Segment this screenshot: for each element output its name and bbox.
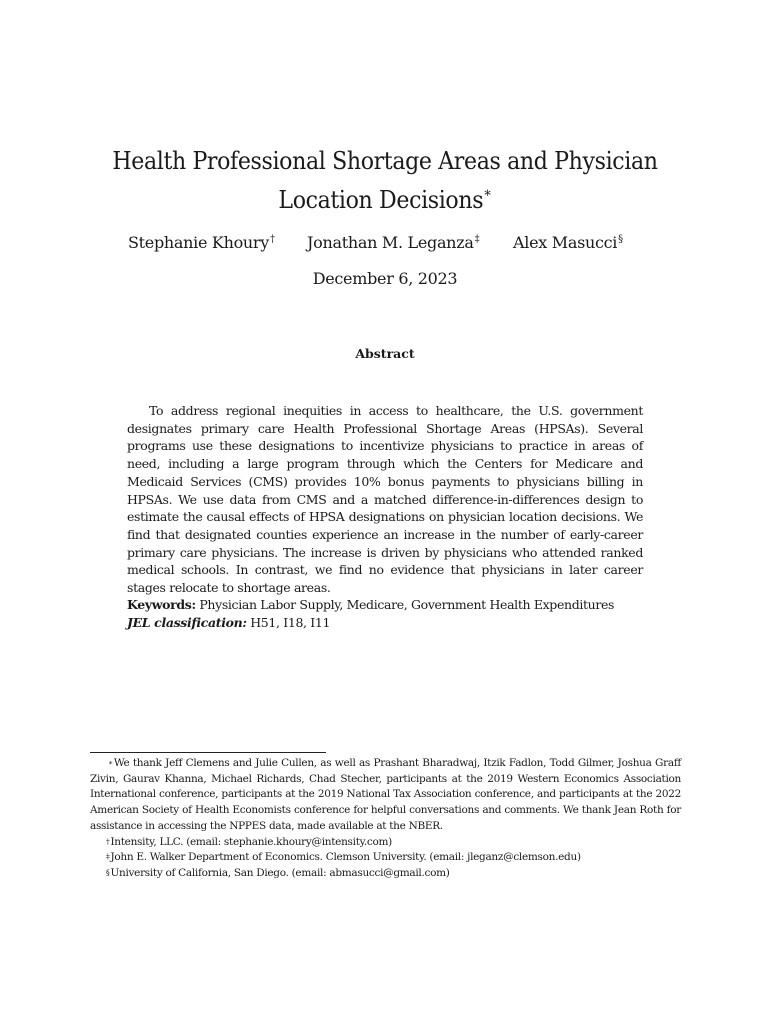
author-leganza (307, 231, 479, 255)
footnotes (90, 756, 681, 882)
author-masucci (513, 231, 623, 255)
footnote-rule (90, 752, 326, 753)
footnote-text: We thank Jeff Clemens and Julie Cullen, as well as Prashant Bharadwaj, Itzik Fadlon, Todd Gilmer, Joshua Graff Zivin, Gaurav Khanna, Michael Richards, Chad Stecher, participants at the 2019 Western Economics Association International conference, participants at the 2019 National Tax Association conference, and participants at the 2022 American Society of Health Economists conference for helpful conversations and comments. We thank Jean Roth for assistance in accessing the NPPES data, made available at the NBER. (90, 757, 681, 832)
jel-line (127, 614, 647, 632)
keywords-value: Physician Labor Supply, Medicare, Government Health Expenditures (199, 597, 615, 612)
title-line-2: Location Decisions (278, 186, 484, 214)
author-name: Alex Masucci (513, 233, 618, 252)
paper-date: December 6, 2023 (312, 269, 458, 288)
author-marker: § (618, 234, 623, 245)
footnote-masucci (90, 866, 681, 882)
footnote-text: John E. Walker Department of Economics. Clemson University. (email: jleganz@clemson.edu) (110, 851, 581, 864)
footnote-marker: ‡ (106, 852, 110, 862)
author-khoury (128, 231, 275, 255)
footnote-marker: † (106, 836, 110, 846)
jel-label: JEL classification: (127, 614, 247, 630)
footnote-marker: ∗ (108, 758, 113, 767)
footnote-marker: § (106, 867, 110, 877)
footnote-khoury (90, 835, 681, 851)
author-marker: ‡ (474, 234, 480, 245)
author-marker: † (270, 234, 275, 245)
abstract-heading: Abstract (355, 346, 415, 361)
keywords-label: Keywords: (127, 597, 196, 612)
jel-value: H51, I18, I11 (250, 614, 331, 630)
footnote-text: University of California, San Diego. (email: abmasucci@gmail.com) (110, 866, 450, 879)
footnote-text: Intensity, LLC. (email: stephanie.khoury@intensity.com) (110, 835, 392, 848)
paper-title (86, 144, 684, 217)
keywords-line (127, 596, 647, 614)
author-name: Jonathan M. Leganza (307, 233, 474, 252)
author-name: Stephanie Khoury (128, 233, 270, 252)
author-list (0, 231, 770, 255)
title-footnote-marker: ∗ (483, 185, 492, 201)
keywords-block (127, 596, 647, 631)
footnote-acknowledgments (90, 756, 681, 835)
footnote-leganza (90, 850, 681, 866)
title-line-1: Health Professional Shortage Areas and Physician (112, 147, 658, 175)
abstract-body: To address regional inequities in access to healthcare, the U.S. government designates primary care Health Professional Shortage Areas (HPSAs). Several programs use these designations to incentivize physicians to practice in areas of need, including a large program through which the Centers for Medicare and Medicaid Services (CMS) provides 10% bonus payments to physicians billing in HPSAs. We use data from CMS and a matched difference-in-differences design to estimate the causal effects of HPSA designations on physician location decisions. We find that designated counties experience an increase in the number of early-career primary care physicians. The increase is driven by physicians who attended ranked medical schools. In contrast, we find no evidence that physicians in later career stages relocate to shortage areas. (127, 403, 643, 596)
